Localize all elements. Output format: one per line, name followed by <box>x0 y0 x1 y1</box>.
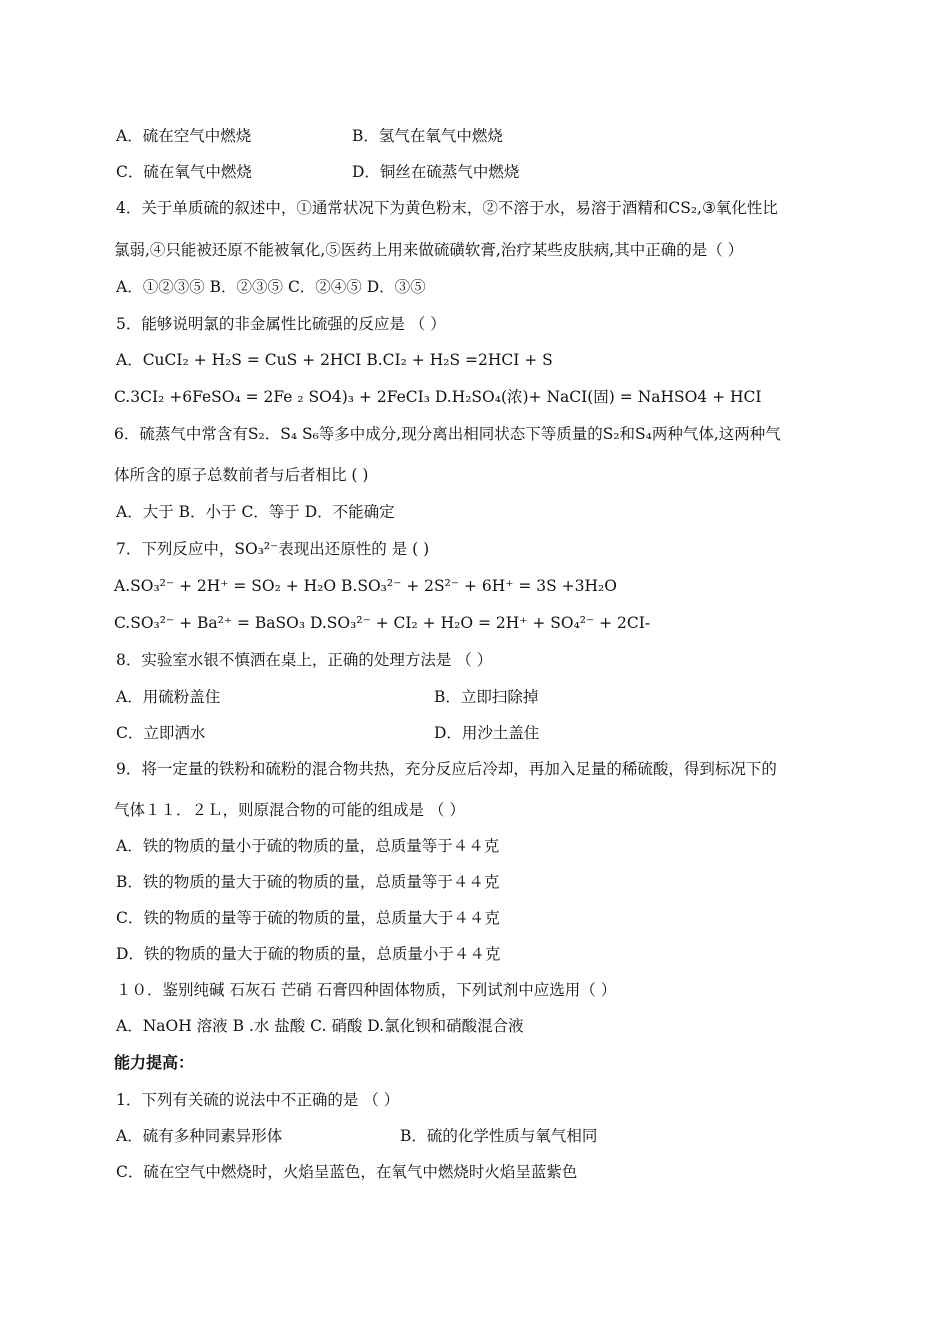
option-b: B．硫的化学性质与氧气相同 <box>400 1127 598 1145</box>
option-a: A．硫在空气中燃烧 <box>116 127 252 145</box>
option-line <box>116 686 539 708</box>
question-8: 8．实验室水银不慎洒在桌上，正确的处理方法是 （ ） <box>116 651 493 669</box>
option-line <box>116 125 503 147</box>
question-9-line-2: 气体１１．２Ｌ，则原混合物的可能的组成是 （ ） <box>114 801 465 819</box>
option-d: D．用沙土盖住 <box>434 724 540 742</box>
option-c: C．硫在氧气中燃烧 <box>116 163 252 181</box>
question-9-option-d: D．铁的物质的量大于硫的物质的量，总质量小于４４克 <box>116 945 501 963</box>
question-7: 7．下列反应中，SO₃²⁻表现出还原性的 是 ( ) <box>116 540 430 558</box>
question-10-options: A．NaOH 溶液 B .水 盐酸 C. 硝酸 D.氯化钡和硝酸混合液 <box>116 1017 524 1035</box>
option-line <box>116 161 520 183</box>
section-heading: 能力提高： <box>114 1053 195 1072</box>
option-line <box>116 1125 598 1147</box>
option-line <box>116 722 540 744</box>
question-9-line-1: 9．将一定量的铁粉和硫粉的混合物共热，充分反应后冷却，再加入足量的稀硫酸，得到标况下的 <box>116 760 777 778</box>
option-b: B．氢气在氧气中燃烧 <box>352 127 503 145</box>
question-7-options-cd: C.SO₃²⁻ + Ba²⁺ = BaSO₃ D.SO₃²⁻ + CI₂ + H₂O = 2H⁺ + SO₄²⁻ + 2CI- <box>114 614 651 632</box>
question-9-option-b: B．铁的物质的量大于硫的物质的量，总质量等于４４克 <box>116 873 500 891</box>
question-5-options-cd: C.3CI₂ +6FeSO₄ = 2Fe ₂ SO4)₃ + 2FeCI₃ D.H₂SO₄(浓)+ NaCI(固) = NaHSO4 + HCI <box>114 388 762 406</box>
question-6-options: A．大于 B．小于 C．等于 D．不能确定 <box>116 503 395 521</box>
question-5-options-ab: A．CuCI₂ + H₂S = CuS + 2HCI B.CI₂ + H₂S =2HCI + S <box>116 351 553 369</box>
option-b: B．立即扫除掉 <box>434 688 539 706</box>
question-9-option-a: A．铁的物质的量小于硫的物质的量，总质量等于４４克 <box>116 837 500 855</box>
question-5: 5．能够说明氯的非金属性比硫强的反应是 （ ） <box>116 315 446 333</box>
question-7-options-ab: A.SO₃²⁻ + 2H⁺ = SO₂ + H₂O B.SO₃²⁻ + 2S²⁻ + 6H⁺ = 3S +3H₂O <box>114 577 617 595</box>
question-10: １０．鉴别纯碱 石灰石 芒硝 石膏四种固体物质，下列试剂中应选用（ ） <box>116 981 617 999</box>
question-1: 1．下列有关硫的说法中不正确的是 （ ） <box>116 1091 400 1109</box>
question-9-option-c: C．铁的物质的量等于硫的物质的量，总质量大于４４克 <box>116 909 500 927</box>
question-1-option-c: C．硫在空气中燃烧时，火焰呈蓝色，在氧气中燃烧时火焰呈蓝紫色 <box>116 1163 578 1181</box>
question-6-line-2: 体所含的原子总数前者与后者相比 ( ) <box>114 466 369 484</box>
question-6-line-1: 6．硫蒸气中常含有S₂．S₄ S₆等多中成分,现分离出相同状态下等质量的S₂和S₄两种气体,这两种气 <box>114 425 781 443</box>
option-d: D．铜丝在硫蒸气中燃烧 <box>352 163 520 181</box>
option-a: A．硫有多种同素异形体 <box>116 1127 283 1145</box>
question-4-line-1: 4．关于单质硫的叙述中，①通常状况下为黄色粉末，②不溶于水，易溶于酒精和CS₂,③氧化性比 <box>116 199 778 217</box>
option-c: C．立即洒水 <box>116 724 206 742</box>
question-4-line-2: 氯弱,④只能被还原不能被氧化,⑤医药上用来做硫磺软膏,治疗某些皮肤病,其中正确的是（ ） <box>114 241 744 259</box>
option-a: A．用硫粉盖住 <box>116 688 221 706</box>
question-4-options: A．①②③⑤ B．②③⑤ C．②④⑤ D．③⑤ <box>116 278 426 296</box>
